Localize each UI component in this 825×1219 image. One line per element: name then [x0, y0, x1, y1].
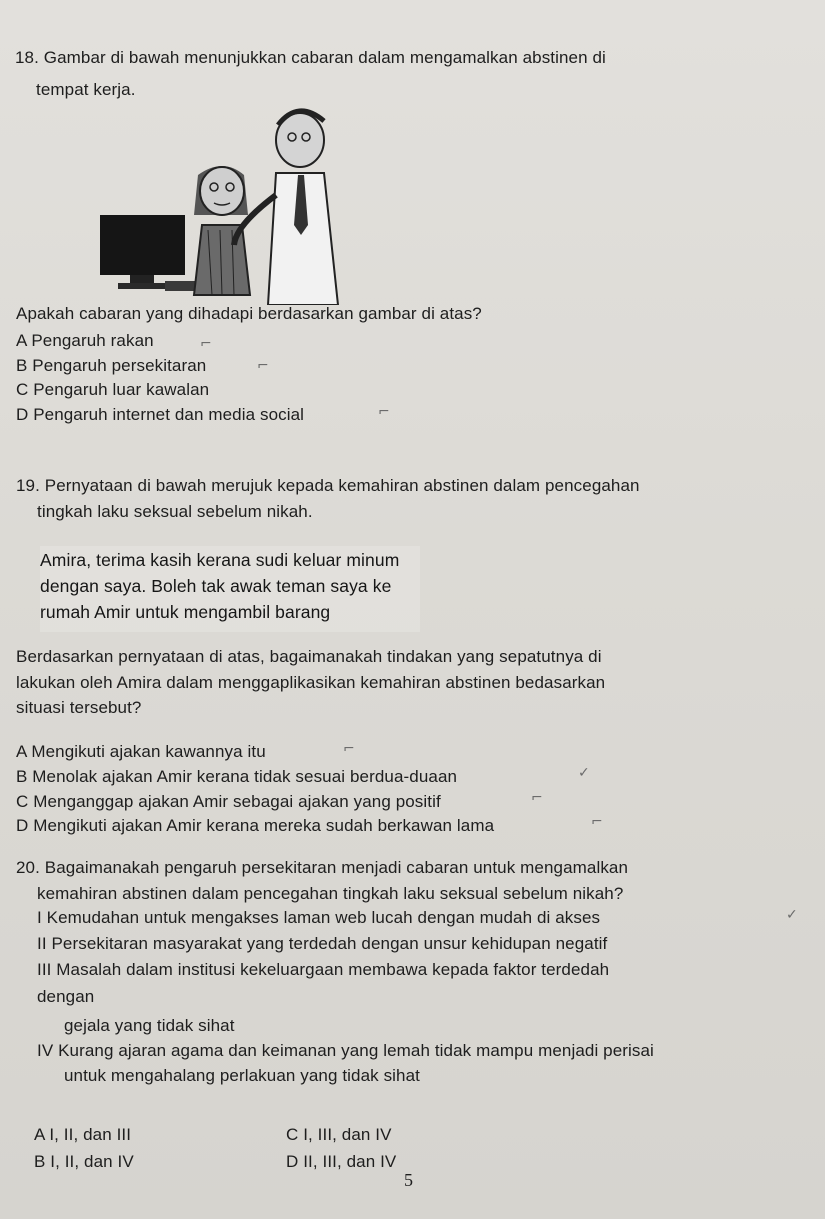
q19-option-b: B Menolak ajakan Amir kerana tidak sesuai berdua-duaan	[16, 767, 458, 786]
q18-stem-line1: 18. Gambar di bawah menunjukkan cabaran dalam mengamalkan abstinen di	[15, 48, 606, 67]
pencil-tick-icon: ⌐	[200, 336, 212, 352]
pencil-tick-icon: ✓	[786, 907, 798, 923]
q18-option-d: D Pengaruh internet dan media social	[16, 405, 305, 424]
q19-quote-line2: dengan saya. Boleh tak awak teman saya ke	[40, 576, 392, 596]
q20-answer-b: B I, II, dan IV	[34, 1152, 134, 1171]
pencil-tick-icon: ⌐	[591, 814, 603, 830]
pencil-tick-icon: ✓	[578, 765, 590, 781]
computer-monitor	[100, 215, 185, 275]
q19-quote-line3: rumah Amir untuk mengambil barang	[40, 602, 331, 622]
q20-answer-a: A I, II, dan III	[34, 1125, 132, 1144]
pencil-tick-icon: ⌐	[378, 404, 390, 420]
q18-option-b: B Pengaruh persekitaran	[16, 356, 207, 375]
q19-quote-box	[40, 546, 420, 632]
q20-answer-d: D II, III, dan IV	[286, 1152, 397, 1171]
pencil-tick-icon: ⌐	[343, 741, 355, 757]
q18-option-c: C Pengaruh luar kawalan	[16, 380, 210, 399]
office-illustration	[90, 95, 350, 305]
q19-stem-line2: tingkah laku seksual sebelum nikah.	[37, 502, 313, 521]
q18-option-a: A Pengaruh rakan	[16, 331, 154, 350]
q20-statement-iii-cont1: dengan	[37, 987, 95, 1006]
q19-option-c: C Menganggap ajakan Amir sebagai ajakan yang positif	[16, 792, 441, 811]
q20-answer-c: C I, III, dan IV	[286, 1125, 392, 1144]
q19-question-line3: situasi tersebut?	[16, 698, 142, 717]
pencil-tick-icon: ⌐	[531, 790, 543, 806]
q19-stem-line1: 19. Pernyataan di bawah merujuk kepada kemahiran abstinen dalam pencegahan	[16, 476, 640, 495]
q20-statement-iii: III Masalah dalam institusi kekeluargaan membawa kepada faktor terdedah	[37, 960, 610, 979]
q20-stem-line1: 20. Bagaimanakah pengaruh persekitaran menjadi cabaran untuk mengamalkan	[16, 858, 629, 877]
q20-statement-ii: II Persekitaran masyarakat yang terdedah dengan unsur kehidupan negatif	[37, 934, 608, 953]
woman-head	[200, 167, 244, 215]
q18-stem-line2: tempat kerja.	[36, 80, 136, 99]
q20-statement-i: I Kemudahan untuk mengakses laman web lucah dengan mudah di akses	[37, 908, 601, 927]
q19-option-d: D Mengikuti ajakan Amir kerana mereka sudah berkawan lama	[16, 816, 495, 835]
pencil-tick-icon: ⌐	[257, 358, 269, 374]
q20-statement-iii-cont2: gejala yang tidak sihat	[64, 1016, 235, 1035]
q20-statement-iv: IV Kurang ajaran agama dan keimanan yang lemah tidak mampu menjadi perisai	[37, 1041, 654, 1060]
q19-option-a: A Mengikuti ajakan kawannya itu	[16, 742, 266, 761]
q19-question-line2: lakukan oleh Amira dalam menggaplikasikan kemahiran abstinen bedasarkan	[16, 673, 606, 692]
q20-statement-iv-cont: untuk mengahalang perlakuan yang tidak sihat	[64, 1066, 420, 1085]
page-number: 5	[404, 1170, 413, 1190]
q19-quote-line1: Amira, terima kasih kerana sudi keluar minum	[40, 550, 400, 570]
q19-question-line1: Berdasarkan pernyataan di atas, bagaimanakah tindakan yang sepatutnya di	[16, 647, 602, 666]
q18-question: Apakah cabaran yang dihadapi berdasarkan gambar di atas?	[16, 304, 482, 323]
q20-stem-line2: kemahiran abstinen dalam pencegahan tingkah laku seksual sebelum nikah?	[37, 884, 624, 903]
